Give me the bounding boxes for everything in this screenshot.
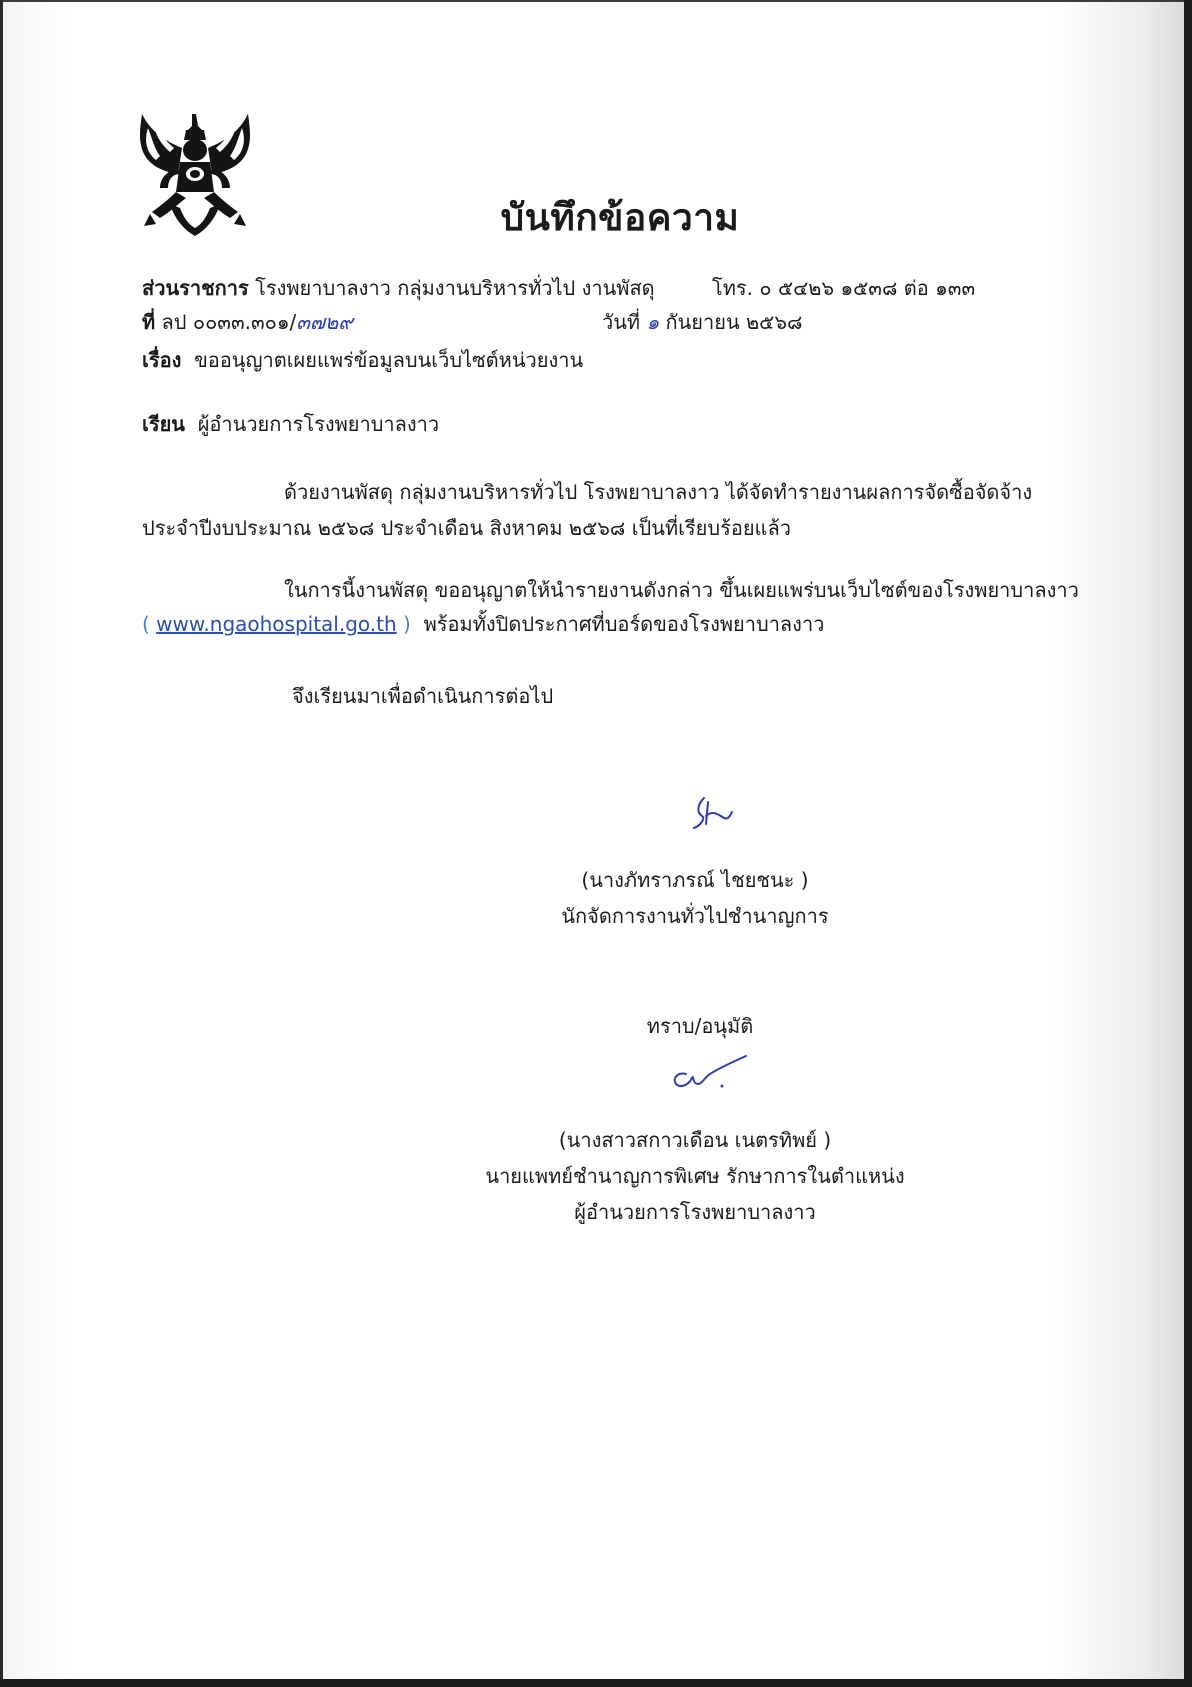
scan-edge-bottom	[0, 1679, 1192, 1687]
closing-line: จึงเรียนมาเพื่อดำเนินการต่อไป	[292, 684, 554, 708]
hospital-website-link[interactable]: www.ngaohospital.go.th	[156, 612, 397, 636]
reference-line	[142, 308, 353, 336]
document-title: บันทึกข้อความ	[500, 196, 740, 239]
signer-2-name: (นางสาวสกาวเดือน เนตรทิพย์ )	[558, 1128, 832, 1152]
reference-handwritten-number: ๓๗๒๙	[296, 310, 353, 334]
date-day-handwritten: ๑	[646, 310, 660, 334]
link-open-paren: (	[142, 612, 150, 636]
signature-2-icon	[668, 1052, 750, 1092]
date-month-year: กันยายน ๒๕๖๘	[665, 310, 803, 334]
phone-number: โทร. ๐ ๕๔๒๖ ๑๕๓๘ ต่อ ๑๓๓	[712, 276, 976, 300]
subject-value: ขออนุญาตเผยแพร่ข้อมูลบนเว็บไซต์หน่วยงาน	[194, 348, 584, 372]
signer-2-position-2: ผู้อำนวยการโรงพยาบาลงาว	[574, 1200, 816, 1224]
garuda-emblem-icon	[130, 108, 260, 240]
paragraph-1-line-2: ประจำปีงบประมาณ ๒๕๖๘ ประจำเดือน สิงหาคม ๒๕๖๘ เป็นที่เรียบร้อยแล้ว	[142, 516, 791, 540]
subject-line	[142, 346, 583, 374]
reference-value: ลป ๐๐๓๓.๓๐๑/	[161, 310, 297, 334]
paragraph-1-line-1: ด้วยงานพัสดุ กลุ่มงานบริหารทั่วไป โรงพยาบาลงาว ได้จัดทำรายงานผลการจัดซื้อจัดจ้าง	[284, 480, 1033, 504]
signer-1-name: (นางภัทราภรณ์ ไชยชนะ )	[581, 868, 809, 892]
date-label: วันที่	[602, 310, 641, 334]
paragraph-2-line-2	[142, 610, 824, 638]
addressee-label: เรียน	[142, 412, 185, 436]
paragraph-2-rest: พร้อมทั้งปิดประกาศที่บอร์ดของโรงพยาบาลงาว	[423, 612, 825, 636]
approval-label: ทราบ/อนุมัติ	[646, 1014, 754, 1038]
signature-1-icon	[690, 794, 734, 834]
paragraph-2-line-1: ในการนี้งานพัสดุ ขออนุญาตให้นำรายงานดังกล่าว ขึ้นเผยแพร่บนเว็บไซต์ของโรงพยาบาลงาว	[284, 578, 1079, 602]
scan-edge-left	[0, 0, 3, 1687]
link-close-paren: )	[403, 612, 411, 636]
agency-line	[142, 274, 655, 302]
addressee-line	[142, 410, 439, 438]
reference-label: ที่	[142, 310, 156, 334]
agency-value: โรงพยาบาลงาว กลุ่มงานบริหารทั่วไป งานพัสดุ	[255, 276, 655, 300]
date-line	[602, 308, 802, 336]
signer-1-position: นักจัดการงานทั่วไปชำนาญการ	[561, 904, 829, 928]
subject-label: เรื่อง	[142, 348, 182, 372]
scan-edge-right	[1184, 0, 1192, 1687]
addressee-value: ผู้อำนวยการโรงพยาบาลงาว	[197, 412, 440, 436]
signer-2-position-1: นายแพทย์ชำนาญการพิเศษ รักษาการในตำแหน่ง	[485, 1164, 905, 1188]
agency-label: ส่วนราชการ	[142, 276, 249, 300]
scan-edge-top	[0, 0, 1192, 2]
